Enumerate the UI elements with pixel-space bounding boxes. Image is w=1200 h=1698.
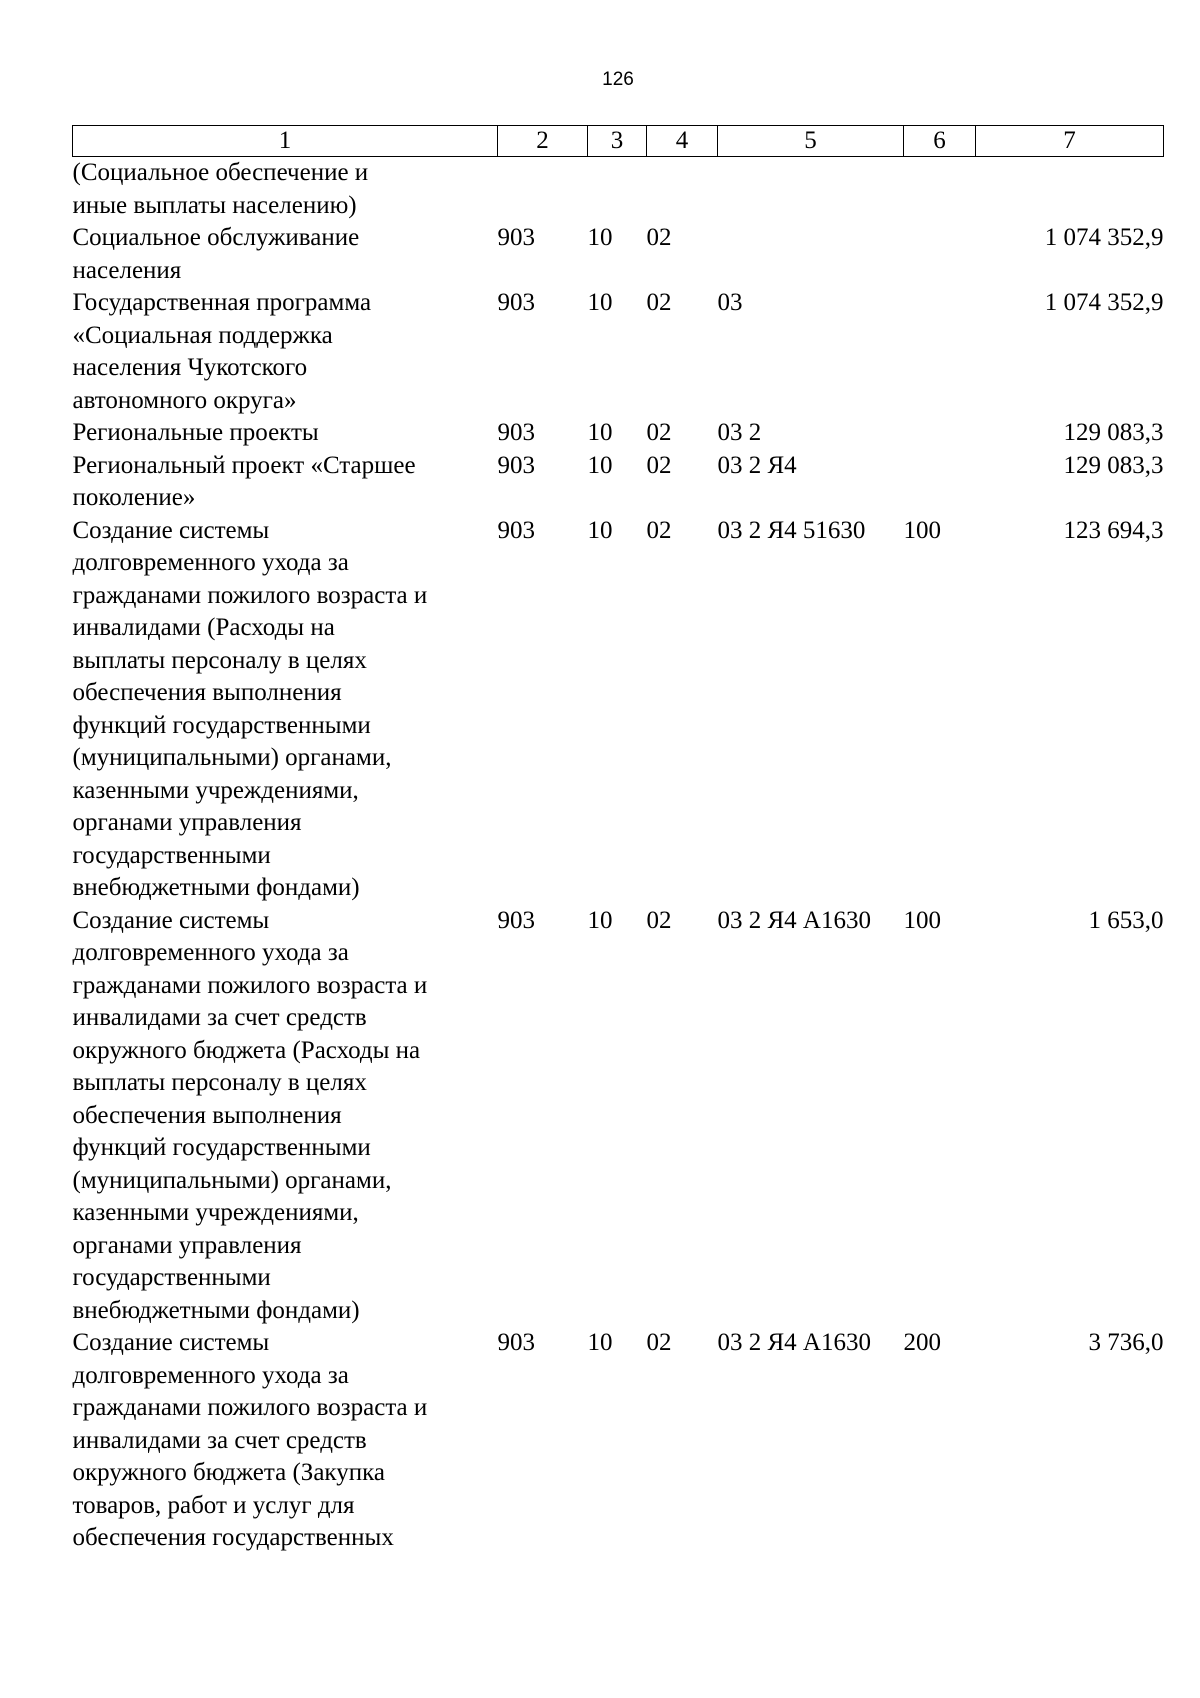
row-name-line: долговременного ухода за bbox=[72, 939, 349, 966]
row-name-line: «Социальная поддержка bbox=[72, 321, 333, 349]
page-number: 126 bbox=[602, 69, 634, 90]
amount-cell: 1 653,0 bbox=[1088, 906, 1164, 934]
section-code-cell: 10 bbox=[587, 1329, 613, 1356]
expense-type-code-cell: 200 bbox=[903, 1329, 941, 1356]
subsection-code-cell: 02 bbox=[646, 451, 672, 479]
column-header-1: 1 bbox=[73, 126, 498, 157]
row-name-line: функций государственными bbox=[72, 711, 371, 739]
row-name-line: товаров, работ и услуг для bbox=[72, 1491, 355, 1519]
row-name-line: обеспечения выполнения bbox=[72, 1101, 342, 1129]
table-row bbox=[73, 1327, 1164, 1555]
target-article-code-cell bbox=[718, 157, 904, 223]
row-name-cell bbox=[73, 515, 498, 905]
amount-cell: 123 694,3 bbox=[1063, 516, 1164, 544]
table-row bbox=[73, 287, 1164, 417]
expense-type-code-cell: 100 bbox=[903, 516, 941, 544]
row-name-line: внебюджетными фондами) bbox=[72, 874, 360, 901]
row-name-line: инвалидами за счет средств bbox=[72, 1004, 367, 1031]
amount-cell: 129 083,3 bbox=[1063, 451, 1164, 479]
row-name-line: гражданами пожилого возраста и bbox=[72, 971, 428, 999]
row-name-line: Региональные проекты bbox=[72, 419, 319, 446]
row-name-line: населения bbox=[72, 256, 182, 284]
column-header-3: 3 bbox=[588, 126, 647, 157]
row-name-line: выплаты персоналу в целях bbox=[72, 646, 367, 674]
expense-type-code-cell bbox=[904, 450, 976, 515]
row-name-cell bbox=[73, 1327, 498, 1555]
row-name-line: выплаты персоналу в целях bbox=[72, 1069, 367, 1096]
amount-cell bbox=[976, 157, 1164, 223]
header-row bbox=[73, 126, 1164, 157]
column-header-2: 2 bbox=[498, 126, 588, 157]
ministry-code-cell: 903 bbox=[497, 516, 535, 544]
row-name-line: окружного бюджета (Закупка bbox=[72, 1459, 385, 1486]
row-name-line: долговременного ухода за bbox=[72, 549, 349, 576]
subsection-code-cell: 02 bbox=[646, 289, 672, 316]
row-name-line: долговременного ухода за bbox=[72, 1361, 349, 1389]
column-header-4: 4 bbox=[647, 126, 718, 157]
target-article-code-cell bbox=[718, 222, 904, 287]
row-name-cell bbox=[73, 287, 498, 417]
table-row bbox=[73, 157, 1164, 223]
table-row bbox=[73, 515, 1164, 905]
table-row bbox=[73, 222, 1164, 287]
table-row bbox=[73, 450, 1164, 515]
table-header bbox=[73, 126, 1164, 157]
expense-type-code-cell bbox=[904, 287, 976, 417]
expense-type-code-cell bbox=[904, 222, 976, 287]
row-name-line: функций государственными bbox=[72, 1134, 371, 1161]
section-code-cell: 10 bbox=[587, 419, 613, 446]
row-name-line: внебюджетными фондами) bbox=[72, 1296, 360, 1324]
row-name-line: окружного бюджета (Расходы на bbox=[72, 1036, 421, 1064]
subsection-code-cell: 02 bbox=[646, 419, 672, 446]
ministry-code-cell: 903 bbox=[497, 451, 535, 479]
target-article-code-cell: 03 2 Я4 А1630 bbox=[717, 906, 871, 934]
target-article-code-cell: 03 2 Я4 bbox=[717, 451, 797, 479]
target-article-code-cell: 03 2 Я4 51630 bbox=[717, 516, 866, 544]
row-name-line: Создание системы bbox=[72, 1329, 270, 1356]
row-name-line: казенными учреждениями, bbox=[72, 1199, 359, 1226]
column-header-6: 6 bbox=[904, 126, 976, 157]
row-name-line: органами управления bbox=[72, 1231, 302, 1259]
subsection-code-cell: 02 bbox=[646, 516, 672, 544]
column-header-5: 5 bbox=[718, 126, 904, 157]
section-code-cell: 10 bbox=[587, 906, 613, 934]
budget-table bbox=[72, 125, 1164, 1555]
row-name-line: гражданами пожилого возраста и bbox=[72, 1394, 428, 1421]
section-code-cell: 10 bbox=[587, 451, 613, 479]
amount-cell: 3 736,0 bbox=[1088, 1329, 1164, 1356]
section-code-cell: 10 bbox=[587, 516, 613, 544]
row-name-line: инвалидами (Расходы на bbox=[72, 614, 335, 641]
row-name-line: (муниципальными) органами, bbox=[72, 744, 392, 771]
section-code-cell bbox=[588, 157, 647, 223]
row-name-line: обеспечения государственных bbox=[72, 1524, 394, 1551]
row-name-cell bbox=[73, 450, 498, 515]
target-article-code-cell: 03 2 bbox=[717, 419, 762, 446]
amount-cell: 1 074 352,9 bbox=[1044, 289, 1164, 316]
row-name-line: (муниципальными) органами, bbox=[72, 1166, 392, 1194]
amount-cell: 129 083,3 bbox=[1063, 419, 1164, 446]
row-name-line: (Социальное обеспечение и bbox=[72, 159, 369, 186]
row-name-line: Региональный проект «Старшее bbox=[72, 451, 416, 479]
expense-type-code-cell bbox=[904, 417, 976, 450]
row-name-line: государственными bbox=[72, 1264, 271, 1291]
subsection-code-cell: 02 bbox=[646, 1329, 672, 1356]
row-name-cell bbox=[73, 157, 498, 223]
ministry-code-cell bbox=[498, 157, 588, 223]
row-name-line: Создание системы bbox=[72, 516, 270, 544]
ministry-code-cell: 903 bbox=[497, 419, 535, 446]
table-row bbox=[73, 417, 1164, 450]
table-row bbox=[73, 905, 1164, 1328]
row-name-cell bbox=[73, 222, 498, 287]
row-name-line: Государственная программа bbox=[72, 289, 372, 316]
row-name-line: Создание системы bbox=[72, 906, 270, 934]
row-name-cell bbox=[73, 905, 498, 1328]
subsection-code-cell: 02 bbox=[646, 906, 672, 934]
subsection-code-cell bbox=[647, 157, 718, 223]
row-name-line: государственными bbox=[72, 841, 271, 869]
target-article-code-cell: 03 2 Я4 А1630 bbox=[717, 1329, 871, 1356]
row-name-line: органами управления bbox=[72, 809, 302, 836]
expense-type-code-cell: 100 bbox=[903, 906, 941, 934]
ministry-code-cell: 903 bbox=[497, 906, 535, 934]
row-name-line: населения Чукотского bbox=[72, 354, 308, 381]
target-article-code-cell: 03 bbox=[717, 289, 743, 316]
section-code-cell: 10 bbox=[587, 224, 613, 251]
ministry-code-cell: 903 bbox=[497, 289, 535, 316]
row-name-line: иные выплаты населению) bbox=[72, 191, 357, 219]
row-name-line: автономного округа» bbox=[72, 386, 297, 414]
row-name-line: Социальное обслуживание bbox=[72, 224, 360, 251]
row-name-line: обеспечения выполнения bbox=[72, 679, 342, 706]
row-name-line: поколение» bbox=[72, 484, 196, 511]
row-name-cell bbox=[73, 417, 498, 450]
row-name-line: казенными учреждениями, bbox=[72, 776, 359, 804]
ministry-code-cell: 903 bbox=[497, 1329, 535, 1356]
ministry-code-cell: 903 bbox=[497, 224, 535, 251]
row-name-line: гражданами пожилого возраста и bbox=[72, 581, 428, 609]
row-name-line: инвалидами за счет средств bbox=[72, 1426, 367, 1454]
table-body bbox=[73, 157, 1164, 1555]
expense-type-code-cell bbox=[904, 157, 976, 223]
section-code-cell: 10 bbox=[587, 289, 613, 316]
amount-cell: 1 074 352,9 bbox=[1044, 224, 1164, 251]
column-header-7: 7 bbox=[976, 126, 1164, 157]
subsection-code-cell: 02 bbox=[646, 224, 672, 251]
